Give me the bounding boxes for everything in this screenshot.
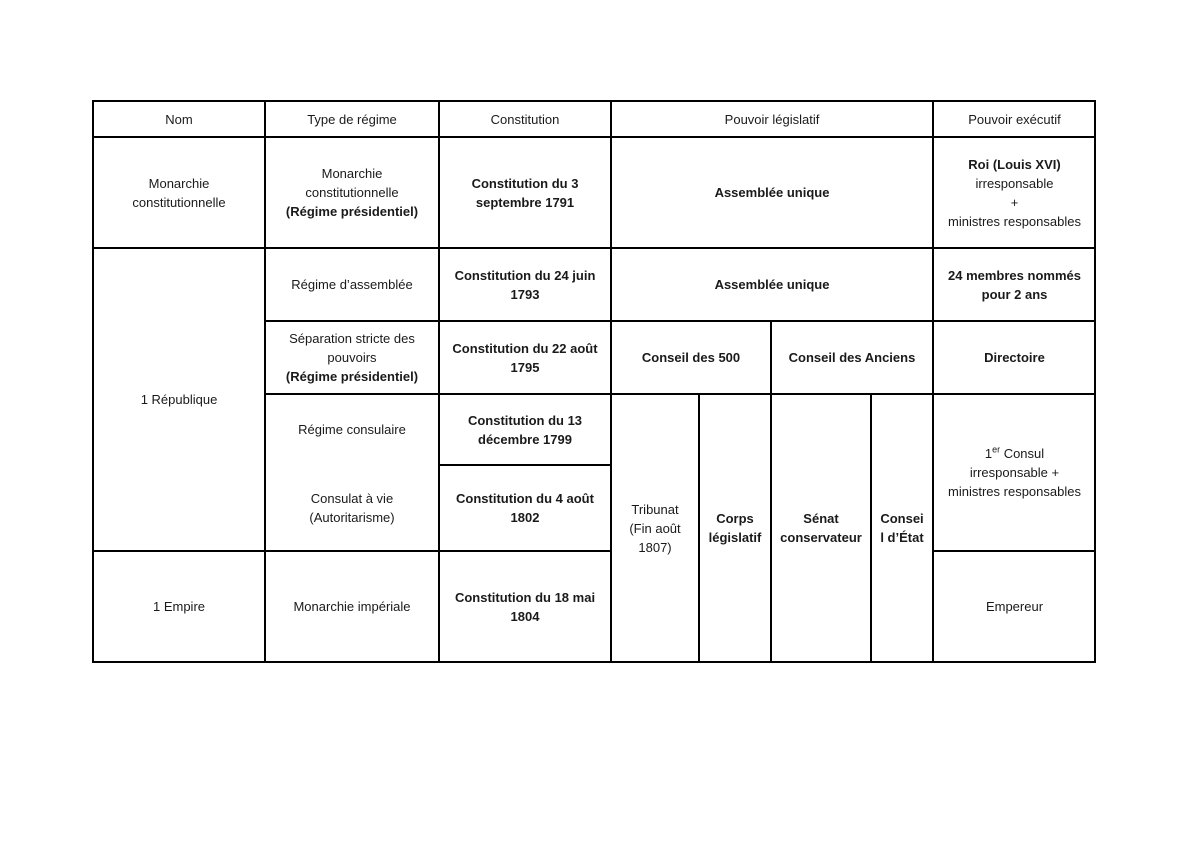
consulat-vie-type-note: (Autoritarisme) <box>309 510 395 525</box>
consulat-vie-type <box>265 465 439 551</box>
border-tribunat <box>698 393 700 663</box>
directoire-constitution: Constitution du 22 août 1795 <box>452 340 598 375</box>
header-pouvoir-legislatif: Pouvoir législatif <box>724 111 820 127</box>
border-bottom <box>93 661 1096 663</box>
corps-legislatif: Corps législatif <box>708 511 762 545</box>
assemblee-type: Régime d’assemblée <box>291 277 413 292</box>
monarchie-type-note: (Régime présidentiel) <box>285 204 419 219</box>
empire-nom: 1 Empire <box>152 599 206 614</box>
monarchie-executif-irresponsable: irresponsable <box>975 175 1054 191</box>
conseil-des-500: Conseil des 500 <box>641 350 741 365</box>
border-consulaire-bottom <box>439 464 611 466</box>
directoire-type <box>265 321 439 394</box>
header-pouvoir-executif: Pouvoir exécutif <box>968 111 1061 127</box>
conseil-etat: Consei l d’État <box>880 511 924 545</box>
republique-nom: 1 République <box>140 392 218 407</box>
border-directoire-bottom <box>265 393 1096 395</box>
directoire-type-text: Séparation stricte des pouvoirs <box>289 331 415 365</box>
assemblee-executif: 24 membres nommés pour 2 ans <box>948 267 1081 302</box>
monarchie-executif-plus: + <box>1010 194 1019 210</box>
border-conseil-split <box>770 320 772 395</box>
assemblee-constitution: Constitution du 24 juin 1793 <box>454 267 596 302</box>
border-top <box>93 100 1096 102</box>
border-col-1 <box>264 100 266 663</box>
border-senat <box>870 393 872 663</box>
monarchie-executif-roi: Roi (Louis XVI) <box>968 156 1061 172</box>
monarchie-constitution: Constitution du 3 septembre 1791 <box>471 175 579 210</box>
border-republique-bottom-left <box>93 550 611 552</box>
border-header-bottom <box>93 136 1096 138</box>
senat-conservateur: Sénat conservateur <box>780 511 862 545</box>
consul-executif-ministres: ministres responsables <box>948 484 1081 499</box>
border-left <box>92 100 94 663</box>
assemblee-legislatif: Assemblée unique <box>714 277 830 292</box>
border-assemblee-bottom <box>265 320 1096 322</box>
empire-constitution: Constitution du 18 mai 1804 <box>454 589 596 624</box>
monarchie-executif-ministres: ministres responsables <box>948 213 1081 229</box>
consulaire-type: Régime consulaire <box>298 422 406 437</box>
header-constitution: Constitution <box>490 111 560 127</box>
conseil-des-anciens: Conseil des Anciens <box>788 350 916 365</box>
monarchie-legislatif: Assemblée unique <box>714 185 830 200</box>
header-nom: Nom <box>165 111 193 127</box>
consulat-vie-constitution: Constitution du 4 août 1802 <box>456 491 594 525</box>
consulaire-constitution: Constitution du 13 décembre 1799 <box>467 412 583 447</box>
directoire-executif: Directoire <box>984 350 1045 365</box>
border-republique-bottom-right <box>933 550 1096 552</box>
consul-executif-title: 1er Consul <box>984 444 1045 461</box>
directoire-type-note: (Régime présidentiel) <box>285 369 419 384</box>
monarchie-executif <box>933 137 1096 248</box>
monarchie-type-text: Monarchie constitutionnelle <box>305 166 399 200</box>
border-right <box>1094 100 1096 663</box>
monarchie-type <box>265 137 439 248</box>
regimes-table <box>93 101 1096 662</box>
empire-type: Monarchie impériale <box>293 599 411 614</box>
border-col-4 <box>932 100 934 663</box>
monarchie-nom: Monarchie constitutionnelle <box>132 175 226 210</box>
header-type-regime: Type de régime <box>307 111 397 127</box>
consul-executif-irresponsable: irresponsable + <box>969 465 1060 480</box>
border-monarchie-bottom <box>93 247 1096 249</box>
border-col-3 <box>610 100 612 663</box>
border-col-2 <box>438 100 440 663</box>
consulat-vie-type-text: Consulat à vie <box>310 491 394 506</box>
tribunat: Tribunat (Fin août 1807) <box>629 501 681 555</box>
consul-executif <box>933 394 1096 551</box>
empire-executif: Empereur <box>985 599 1044 614</box>
border-corps <box>770 393 772 663</box>
